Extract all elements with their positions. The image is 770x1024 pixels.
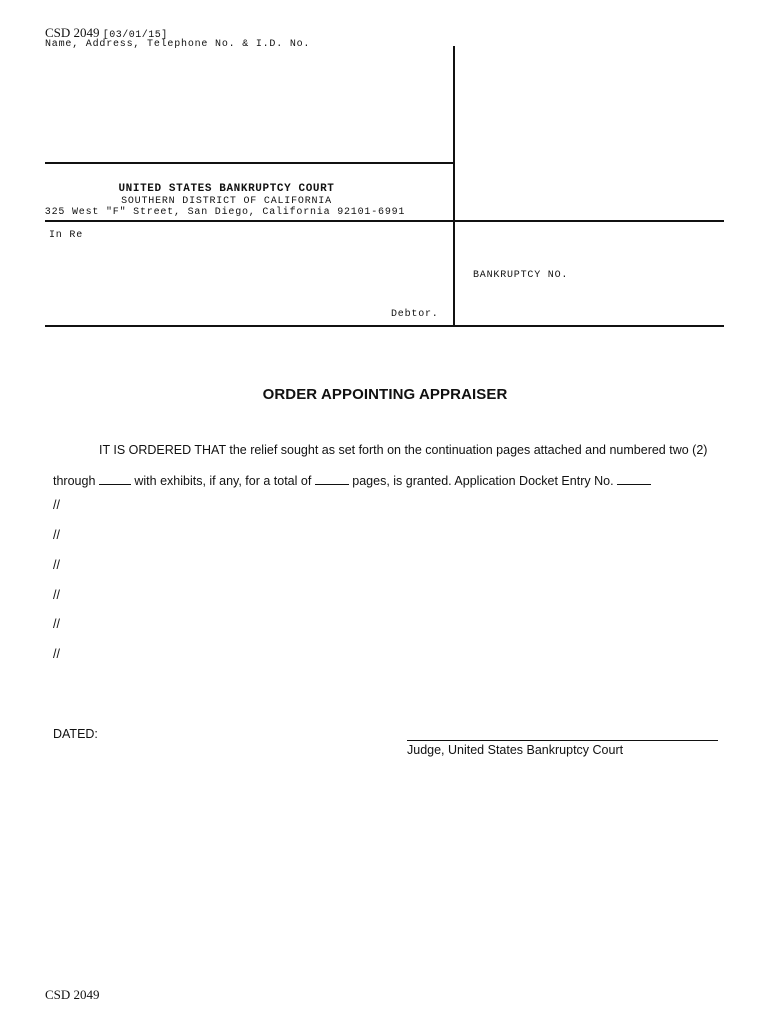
continuation-mark: // <box>53 528 60 542</box>
continuation-mark: // <box>53 498 60 512</box>
order-title: ORDER APPOINTING APPRAISER <box>262 386 508 403</box>
pages-granted-text: pages, is granted. Application Docket Entry No. <box>352 474 614 488</box>
bankruptcy-number-label: BANKRUPTCY NO. <box>473 270 569 281</box>
debtor-label: Debtor. <box>391 309 439 320</box>
order-paragraph-line-1: IT IS ORDERED THAT the relief sought as set forth on the continuation pages attached and numbered two (2) <box>99 443 708 457</box>
continuation-mark: // <box>53 558 60 572</box>
total-pages-blank[interactable] <box>315 472 349 485</box>
attorney-info-label: Name, Address, Telephone No. & I.D. No. <box>45 39 311 50</box>
exhibits-text: with exhibits, if any, for a total of <box>134 474 312 488</box>
court-address: 325 West "F" Street, San Diego, California 92101-6991 <box>44 207 406 218</box>
judge-signature-line[interactable] <box>407 740 718 741</box>
caption-rule-middle <box>45 220 724 222</box>
court-district: SOUTHERN DISTRICT OF CALIFORNIA <box>121 196 332 207</box>
caption-rule-bottom <box>45 325 724 327</box>
form-code-footer: CSD 2049 <box>45 987 100 1002</box>
caption-divider-vertical <box>453 46 455 327</box>
in-re-label: In Re <box>49 230 84 241</box>
through-page-blank[interactable] <box>99 472 131 485</box>
caption-rule-top <box>45 162 454 164</box>
continuation-mark: // <box>53 617 60 631</box>
continuation-mark: // <box>53 647 60 661</box>
order-paragraph-line-2 <box>53 472 651 488</box>
dated-label: DATED: <box>53 727 98 741</box>
docket-entry-blank[interactable] <box>617 472 651 485</box>
court-name: UNITED STATES BANKRUPTCY COURT <box>118 183 335 195</box>
form-code: CSD 2049 <box>45 25 100 40</box>
form-revision-date: [03/01/15] <box>102 30 168 41</box>
judge-signature-label: Judge, United States Bankruptcy Court <box>407 743 624 757</box>
continuation-mark: // <box>53 588 60 602</box>
through-text: through <box>53 474 96 488</box>
